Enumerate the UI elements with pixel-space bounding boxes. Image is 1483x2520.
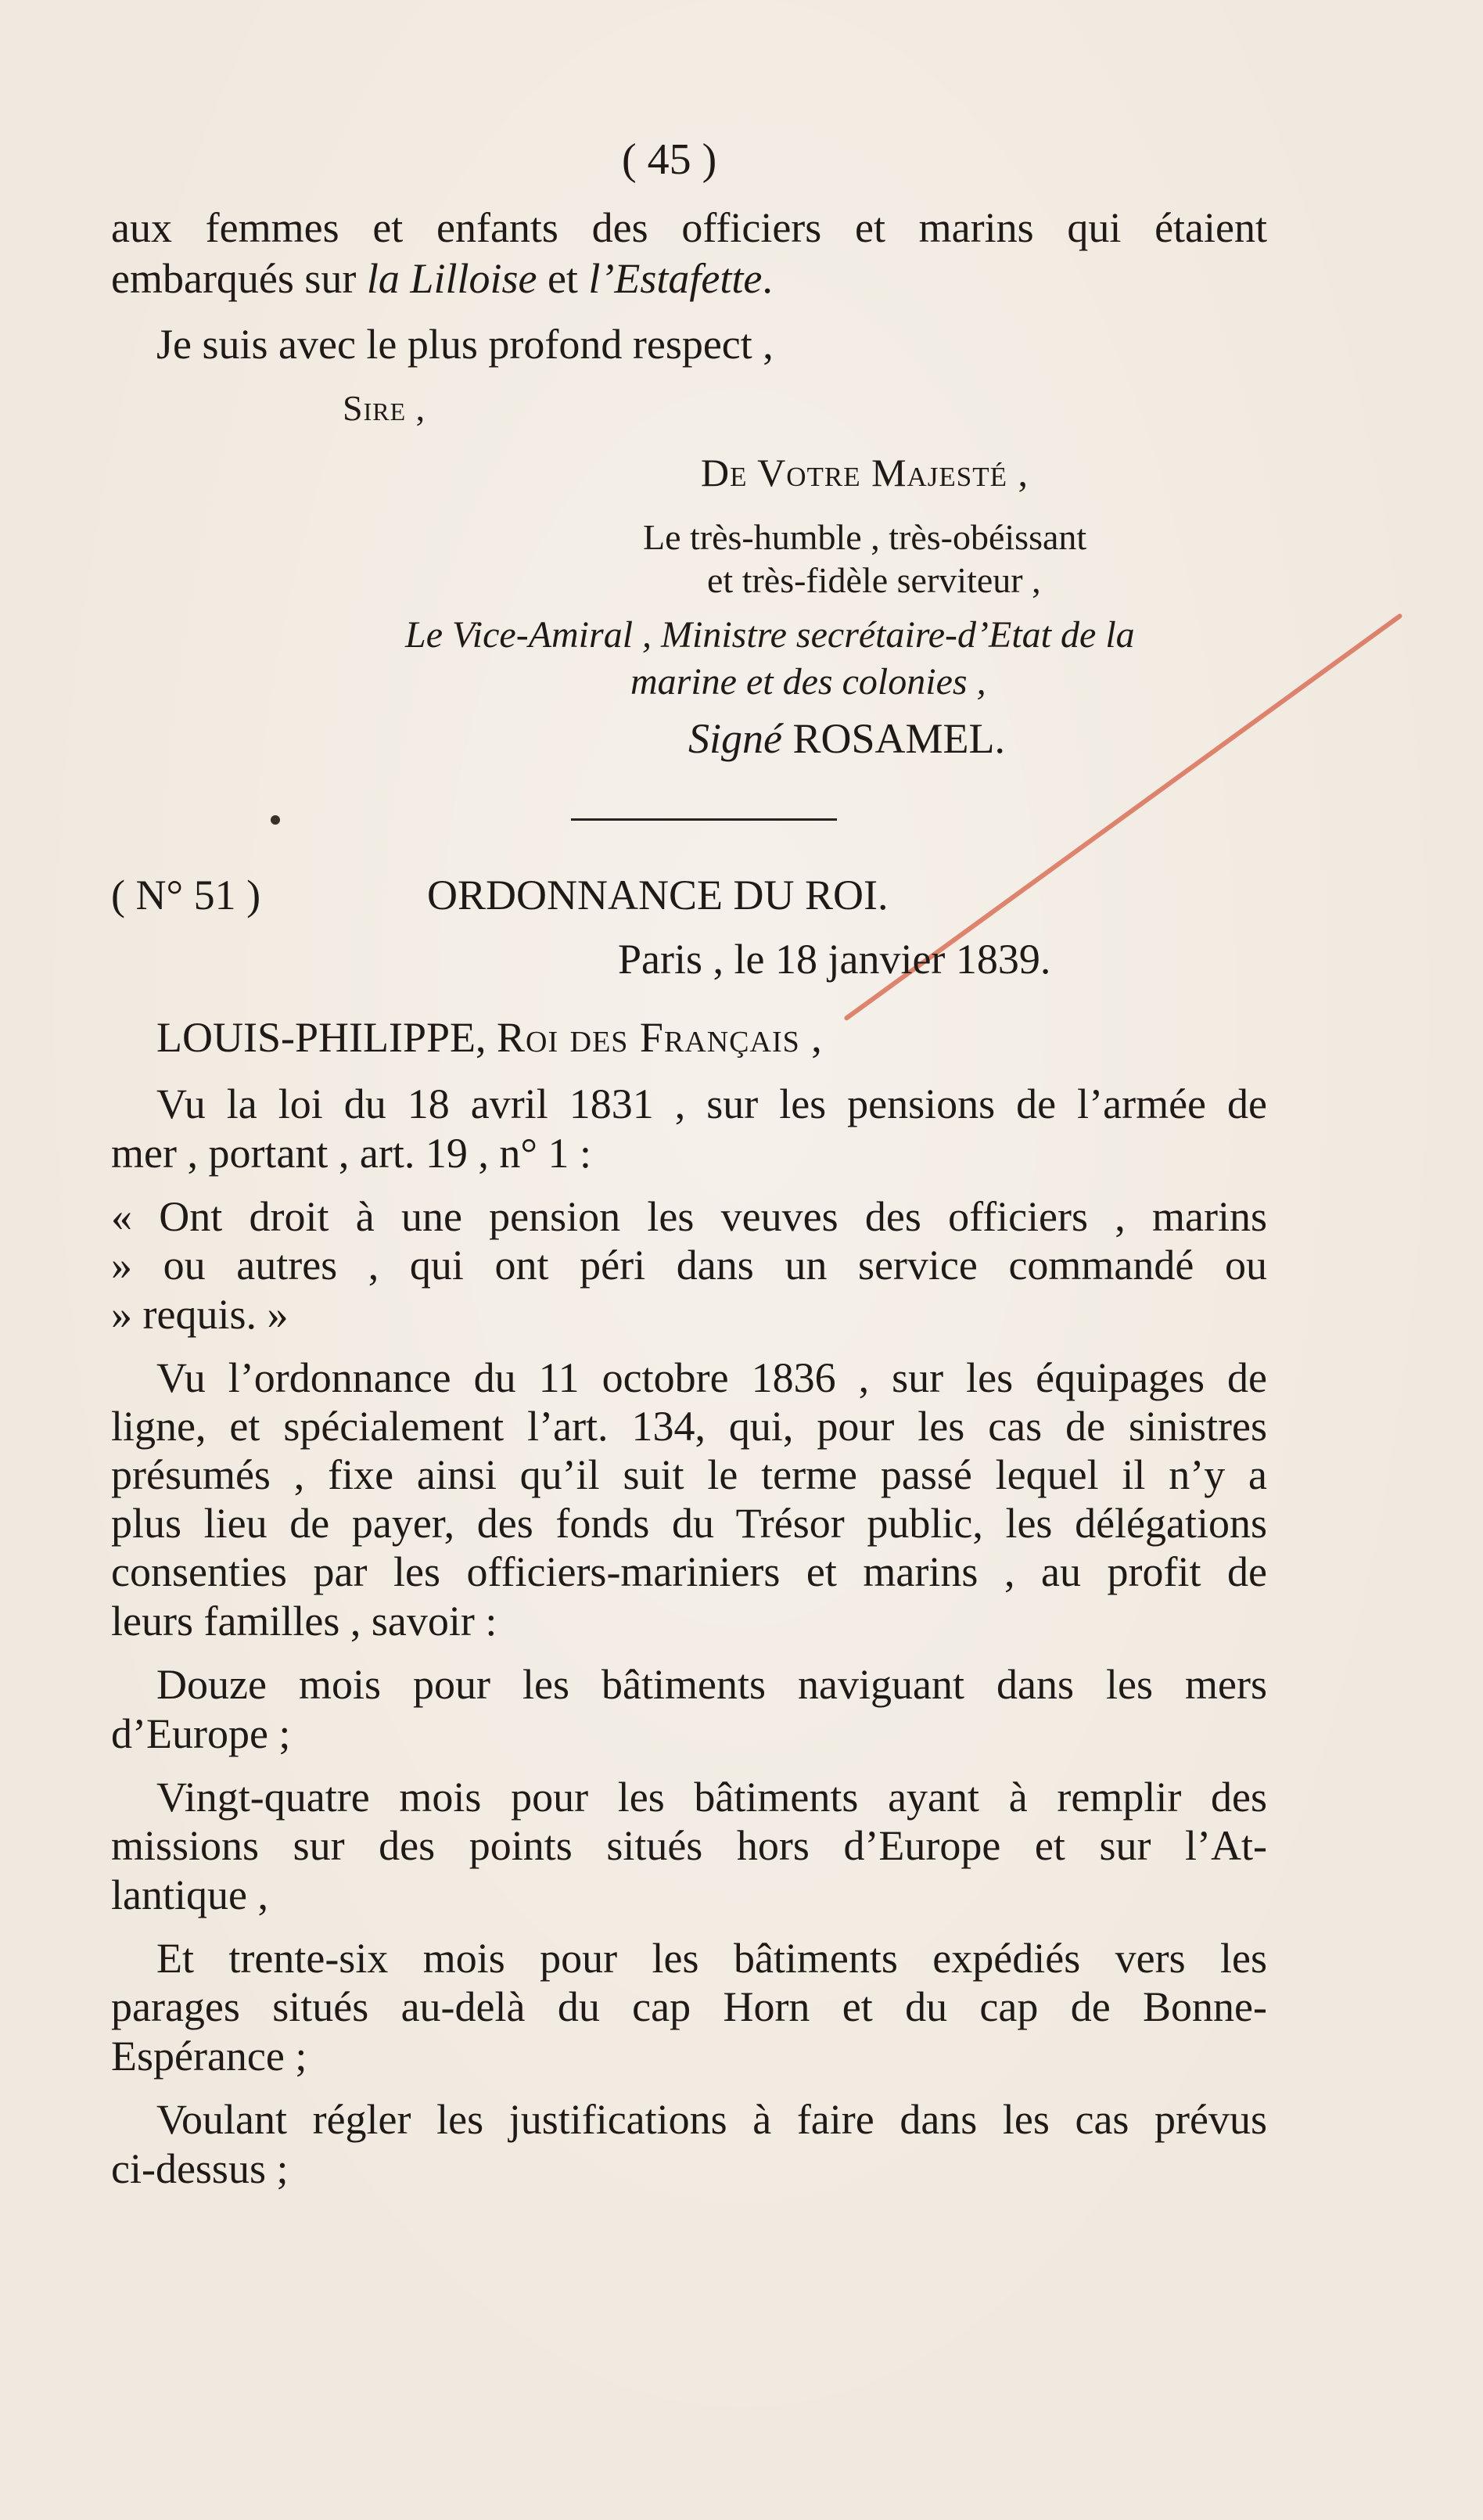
intro-text: embarqués sur	[111, 255, 367, 302]
intro-text: .	[762, 255, 773, 302]
vingt-line-2: missions sur des points situés hors d’Europe et sur l’At-	[111, 1822, 1267, 1869]
vu-loi-line-1: Vu la loi du 18 avril 1831 , sur les pensions de l’armée de	[156, 1080, 1267, 1127]
closing-humble: Le très-humble , très-obéissant	[643, 517, 1087, 557]
douze-line-2: d’Europe ;	[111, 1710, 291, 1757]
king-name: LOUIS-PHILIPPE,	[156, 1014, 487, 1061]
closing-signature	[688, 714, 1005, 764]
closing-sire: Sire ,	[343, 388, 426, 428]
ordonnance-heading: ORDONNANCE DU ROI.	[427, 872, 889, 918]
vu-loi-line-2: mer , portant , art. 19 , n° 1 :	[111, 1130, 591, 1177]
closing-fidele: et très-fidèle serviteur ,	[707, 560, 1041, 600]
trente-line-1: Et trente-six mois pour les bâtiments expédiés vers les	[156, 1935, 1267, 1982]
vu-ordonnance-line-1: Vu l’ordonnance du 11 octobre 1836 , sur les équipages de	[156, 1354, 1267, 1401]
intro-text: et	[537, 255, 589, 302]
closing-respect: Je suis avec le plus profond respect ,	[156, 321, 774, 368]
ink-speck	[271, 815, 280, 825]
quote-line-2: » ou autres , qui ont péri dans un service commandé ou	[111, 1242, 1267, 1289]
ship-name-estafette: l’Estafette	[588, 255, 763, 302]
page-number: ( 45 )	[622, 135, 717, 184]
douze-line-1: Douze mois pour les bâtiments naviguant dans les mers	[156, 1661, 1267, 1708]
vu-ordonnance-line-3: présumés , fixe ainsi qu’il suit le terme passé lequel il n’y a	[111, 1451, 1267, 1498]
signer-name: ROSAMEL.	[792, 715, 1006, 762]
quote-line-3: » requis. »	[111, 1291, 289, 1338]
king-line	[156, 1012, 823, 1062]
vu-ordonnance-line-5: consenties par les officiers-mariniers et marins , au profit de	[111, 1548, 1267, 1595]
closing-majeste: De Votre Majesté ,	[701, 451, 1029, 494]
trente-line-2: parages situés au-delà du cap Horn et du cap de Bonne-	[111, 1983, 1267, 2030]
quote-line-1: « Ont droit à une pension les veuves des officiers , marins	[111, 1193, 1267, 1240]
intro-line-2	[111, 253, 773, 304]
vu-ordonnance-line-6: leurs familles , savoir :	[111, 1598, 497, 1645]
closing-title-2: marine et des colonies ,	[630, 661, 986, 703]
vu-ordonnance-line-4: plus lieu de payer, des fonds du Trésor public, les délégations	[111, 1500, 1267, 1547]
ship-name-lilloise: la Lilloise	[366, 255, 537, 302]
vu-ordonnance-line-2: ligne, et spécialement l’art. 134, qui, pour les cas de sinistres	[111, 1403, 1267, 1450]
ordonnance-dateline: Paris , le 18 janvier 1839.	[618, 936, 1051, 983]
voulant-line-1: Voulant régler les justifications à faire dans les cas prévus	[156, 2096, 1267, 2143]
vingt-line-3: lantique ,	[111, 1871, 268, 1918]
closing-title-1: Le Vice-Amiral , Ministre secrétaire-d’Etat de la	[405, 614, 1135, 656]
vingt-line-1: Vingt-quatre mois pour les bâtiments ayant à remplir des	[156, 1774, 1267, 1821]
trente-line-3: Espérance ;	[111, 2033, 307, 2080]
signe-label: Signé	[688, 715, 782, 762]
intro-line-1: aux femmes et enfants des officiers et marins qui étaient	[111, 204, 1267, 251]
ordonnance-number: ( N° 51 )	[111, 872, 261, 918]
king-title: Roi des Français ,	[497, 1014, 823, 1061]
voulant-line-2: ci-dessus ;	[111, 2145, 289, 2192]
section-divider	[571, 818, 837, 821]
